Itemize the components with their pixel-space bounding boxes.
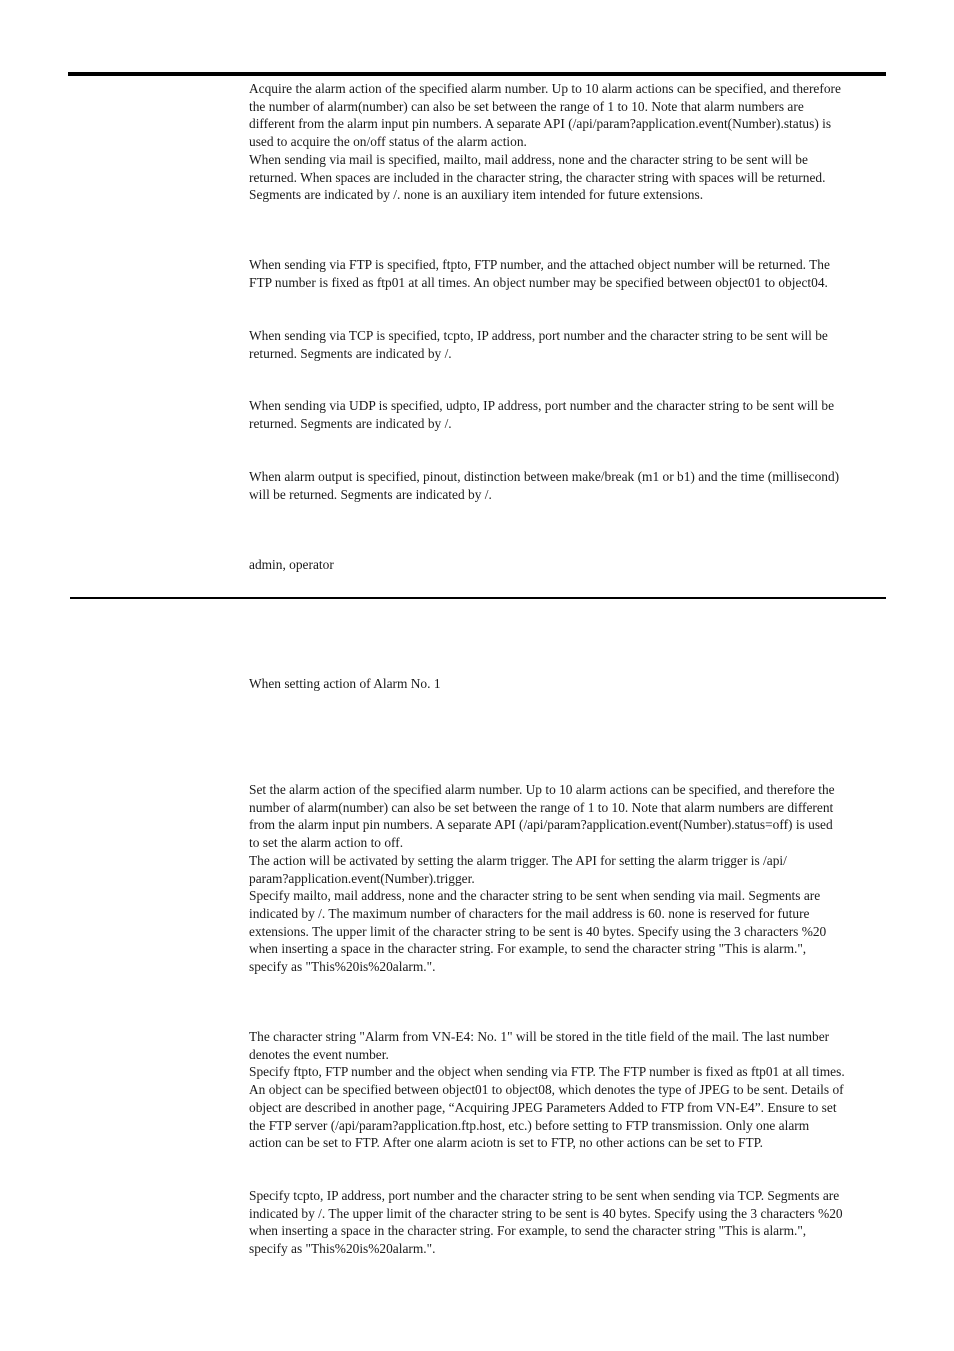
text-line: indicated by /. The upper limit of the character string to be sent is 40 bytes. Specify using the 3 characters %20 — [249, 1205, 843, 1221]
text-line: denotes the event number. — [249, 1046, 389, 1062]
text-line: specify as "This%20is%20alarm.". — [249, 1241, 436, 1257]
text-line: to set the alarm action to off. — [249, 835, 404, 851]
text-line: Set the alarm action of the specified alarm number. Up to 10 alarm actions can be specified, and therefore the — [249, 782, 835, 797]
text-line: When sending via FTP is specified, ftpto, FTP number, and the attached object number will be returned. The — [249, 257, 830, 272]
text-line: Segments are indicated by /. none is an auxiliary item intended for future extensions. — [249, 187, 704, 203]
text-line: specify as "This%20is%20alarm.". — [249, 959, 436, 975]
text-line: returned. Segments are indicated by /. — [249, 345, 452, 361]
get-tcp-paragraph — [249, 327, 889, 362]
text-line: Specify tcpto, IP address, port number and the character string to be sent when sending via TCP. Segments are — [249, 1188, 840, 1203]
text-line: from the alarm input pin numbers. A separate API (/api/param?application.event(Number).status=off) is used — [249, 817, 833, 833]
access-level-text: admin, operator — [249, 557, 334, 572]
text-line: returned. Segments are indicated by /. — [249, 415, 452, 431]
text-line: extensions. The upper limit of the character string to be sent is 40 bytes. Specify using the 3 characters %20 — [249, 923, 827, 939]
section-divider-top — [68, 72, 886, 76]
text-line: the number of alarm(number) can also be set between the range of 1 to 10. Note that alarm numbers are — [249, 98, 804, 114]
get-ftp-paragraph — [249, 256, 889, 291]
access-level — [249, 556, 889, 574]
text-line: When alarm output is specified, pinout, distinction between make/break (m1 or b1) and the time (millisecond) — [249, 469, 840, 484]
text-line: When sending via TCP is specified, tcpto, IP address, port number and the character string to be sent will be — [249, 328, 828, 343]
get-udp-paragraph — [249, 397, 889, 432]
get-description-paragraph — [249, 80, 889, 204]
text-line: when inserting a space in the character string. For example, to send the character string "This is alarm.", — [249, 1223, 807, 1239]
text-line: indicated by /. The maximum number of characters for the mail address is 60. none is reserved for future — [249, 905, 810, 921]
example-caption — [249, 675, 889, 693]
set-description-paragraph — [249, 781, 889, 976]
get-pinout-paragraph — [249, 468, 889, 503]
text-line: object are described in another page, “Acquiring JPEG Parameters Added to FTP from VN-E4”. Ensure to set — [249, 1099, 837, 1115]
example-caption-text: When setting action of Alarm No. 1 — [249, 676, 441, 691]
text-line: Acquire the alarm action of the specified alarm number. Up to 10 alarm actions can be specified, and therefore — [249, 81, 841, 96]
text-line: action can be set to FTP. After one alarm aciotn is set to FTP, no other actions can be set to FTP. — [249, 1135, 763, 1151]
text-line: used to acquire the on/off status of the alarm action. — [249, 134, 527, 150]
text-line: Specify ftpto, FTP number and the object when sending via FTP. The FTP number is fixed as ftp01 at all times. — [249, 1064, 845, 1080]
text-line: will be returned. Segments are indicated by /. — [249, 486, 492, 502]
text-line: when inserting a space in the character string. For example, to send the character string "This is alarm.", — [249, 941, 807, 957]
text-line: Specify mailto, mail address, none and the character string to be sent when sending via mail. Segments are — [249, 888, 821, 904]
set-ftp-paragraph — [249, 1028, 889, 1152]
set-tcp-paragraph — [249, 1187, 889, 1258]
text-line: The action will be activated by setting the alarm trigger. The API for setting the alarm trigger is /api/ — [249, 852, 787, 868]
text-line: number of alarm(number) can also be set between the range of 1 to 10. Note that alarm numbers are different — [249, 799, 834, 815]
text-line: param?application.event(Number).trigger. — [249, 870, 475, 886]
section-divider — [70, 597, 886, 599]
text-line: the FTP server (/api/param?application.ftp.host, etc.) before setting to FTP transmission. Only one alarm — [249, 1117, 810, 1133]
text-line: When sending via mail is specified, mailto, mail address, none and the character string to be sent will be — [249, 151, 808, 167]
text-line: An object can be specified between object01 to object08, which denotes the type of JPEG to be sent. Details of — [249, 1082, 844, 1098]
text-line: The character string "Alarm from VN-E4: No. 1" will be stored in the title field of the mail. The last number — [249, 1029, 830, 1044]
text-line: When sending via UDP is specified, udpto, IP address, port number and the character string to be sent will be — [249, 398, 835, 413]
text-line: FTP number is fixed as ftp01 at all times. An object number may be specified between object01 to object04. — [249, 274, 828, 290]
text-line: different from the alarm input pin numbers. A separate API (/api/param?application.event(Number).status) is — [249, 116, 832, 132]
text-line: returned. When spaces are included in the character string, the character string with spaces will be returned. — [249, 169, 826, 185]
